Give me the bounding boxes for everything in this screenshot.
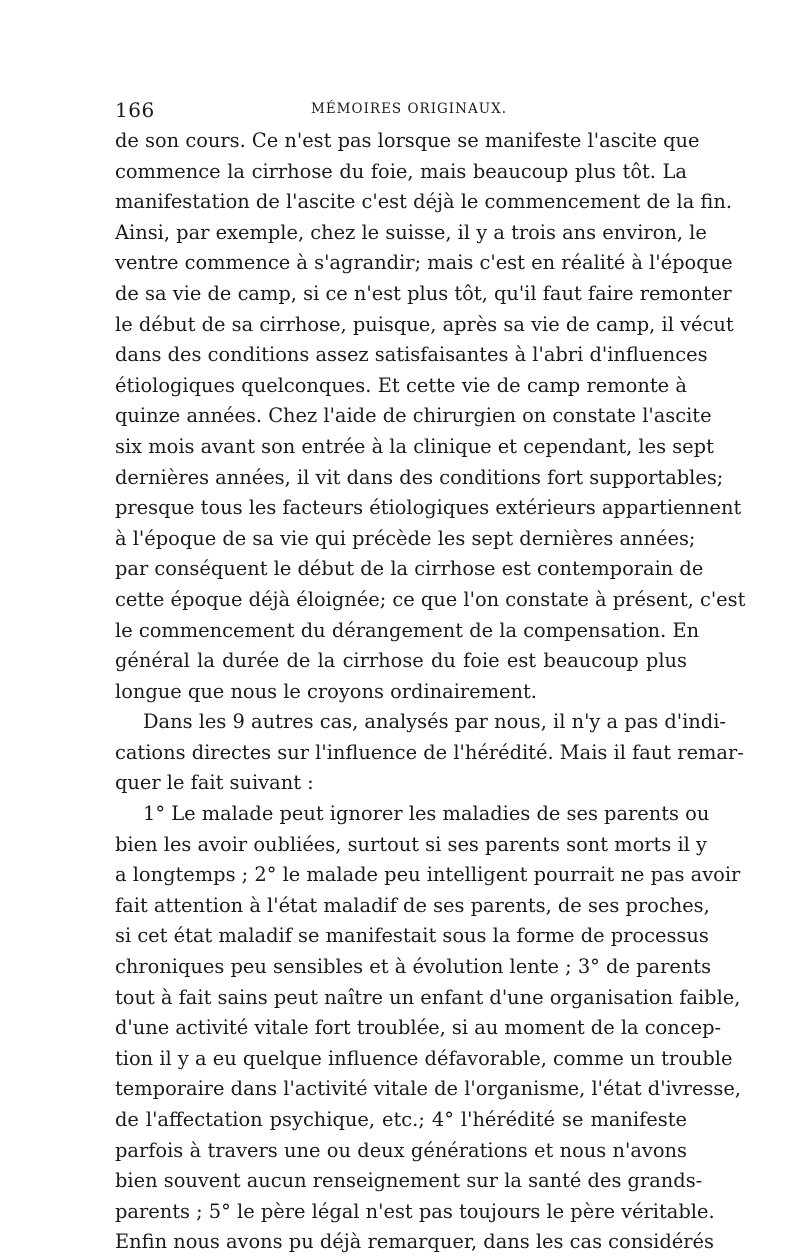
text-line: chroniques peu sensibles et à évolution lente ; 3° de parents: [115, 955, 712, 979]
text-line: tout à fait sains peut naître un enfant d'une organisation faible,: [115, 985, 741, 1009]
text-line: de sa vie de camp, si ce n'est plus tôt, qu'il faut faire remonter: [115, 281, 732, 305]
text-line: six mois avant son entrée à la clinique et cependant, les sept: [115, 434, 714, 458]
text-line: Ainsi, par exemple, chez le suisse, il y a trois ans environ, le: [115, 220, 707, 244]
text-line: presque tous les facteurs étiologiques extérieurs appartiennent: [115, 496, 742, 520]
text-line: a longtemps ; 2° le malade peu intelligent pourrait ne pas avoir: [115, 863, 741, 887]
text-line: longue que nous le croyons ordinairement.: [115, 679, 537, 703]
text-line: étiologiques quelconques. Et cette vie de camp remonte à: [115, 373, 687, 397]
text-line: dans des conditions assez satisfaisantes à l'abri d'influences: [115, 343, 708, 367]
text-line: à l'époque de sa vie qui précède les sept dernières années;: [115, 526, 696, 550]
text-line: 1° Le malade peut ignorer les maladies de ses parents ou: [143, 802, 710, 826]
paragraph: [115, 799, 741, 1258]
text-line: dernières années, il vit dans des conditions fort supportables;: [115, 465, 724, 489]
text-line: de l'affectation psychique, etc.; 4° l'hérédité se manifeste: [115, 1108, 687, 1131]
paragraph: [115, 126, 746, 707]
paragraph: [115, 707, 744, 799]
text-line: cations directes sur l'influence de l'hérédité. Mais il faut remar-: [115, 740, 744, 764]
text-line: bien souvent aucun renseignement sur la santé des grands-: [115, 1169, 703, 1193]
running-title: MÉMOIRES ORIGINAUX.: [311, 101, 507, 117]
text-line: de son cours. Ce n'est pas lorsque se manifeste l'ascite que: [115, 129, 700, 152]
text-line: le commencement du dérangement de la compensation. En: [115, 618, 700, 642]
text-line: ventre commence à s'agrandir; mais c'est en réalité à l'époque: [115, 251, 733, 275]
text-line: le début de sa cirrhose, puisque, après sa vie de camp, il vécut: [115, 312, 734, 336]
text-line: d'une activité vitale fort troublée, si au moment de la concep-: [115, 1016, 722, 1040]
book-page: [115, 98, 746, 1258]
text-line: général la durée de la cirrhose du foie est beaucoup plus: [115, 649, 687, 673]
text-line: fait attention à l'état maladif de ses parents, de ses proches,: [115, 893, 710, 917]
text-line: Dans les 9 autres cas, analysés par nous, il n'y a pas d'indi-: [143, 710, 726, 734]
text-line: bien les avoir oubliées, surtout si ses parents sont morts il y: [115, 832, 707, 856]
body-text: [115, 126, 746, 1258]
text-line: parfois à travers une ou deux générations et nous n'avons: [115, 1138, 687, 1162]
page-number: 166: [115, 98, 155, 122]
text-line: tion il y a eu quelque influence défavorable, comme un trouble: [115, 1046, 733, 1070]
text-line: temporaire dans l'activité vitale de l'organisme, l'état d'ivresse,: [115, 1077, 741, 1101]
text-line: cette époque déjà éloignée; ce que l'on constate à présent, c'est: [115, 587, 746, 611]
running-head: [115, 98, 687, 124]
text-line: parents ; 5° le père légal n'est pas toujours le père véritable.: [115, 1199, 715, 1223]
text-line: quinze années. Chez l'aide de chirurgien on constate l'ascite: [115, 404, 712, 428]
text-line: par conséquent le début de la cirrhose est contemporain de: [115, 557, 704, 581]
text-line: quer le fait suivant :: [115, 771, 314, 795]
text-line: si cet état maladif se manifestait sous la forme de processus: [115, 924, 709, 948]
text-line: commence la cirrhose du foie, mais beaucoup plus tôt. La: [115, 159, 687, 183]
text-line: manifestation de l'ascite c'est déjà le commencement de la fin.: [115, 190, 733, 214]
text-line: Enfin nous avons pu déjà remarquer, dans les cas considérés: [115, 1230, 714, 1254]
